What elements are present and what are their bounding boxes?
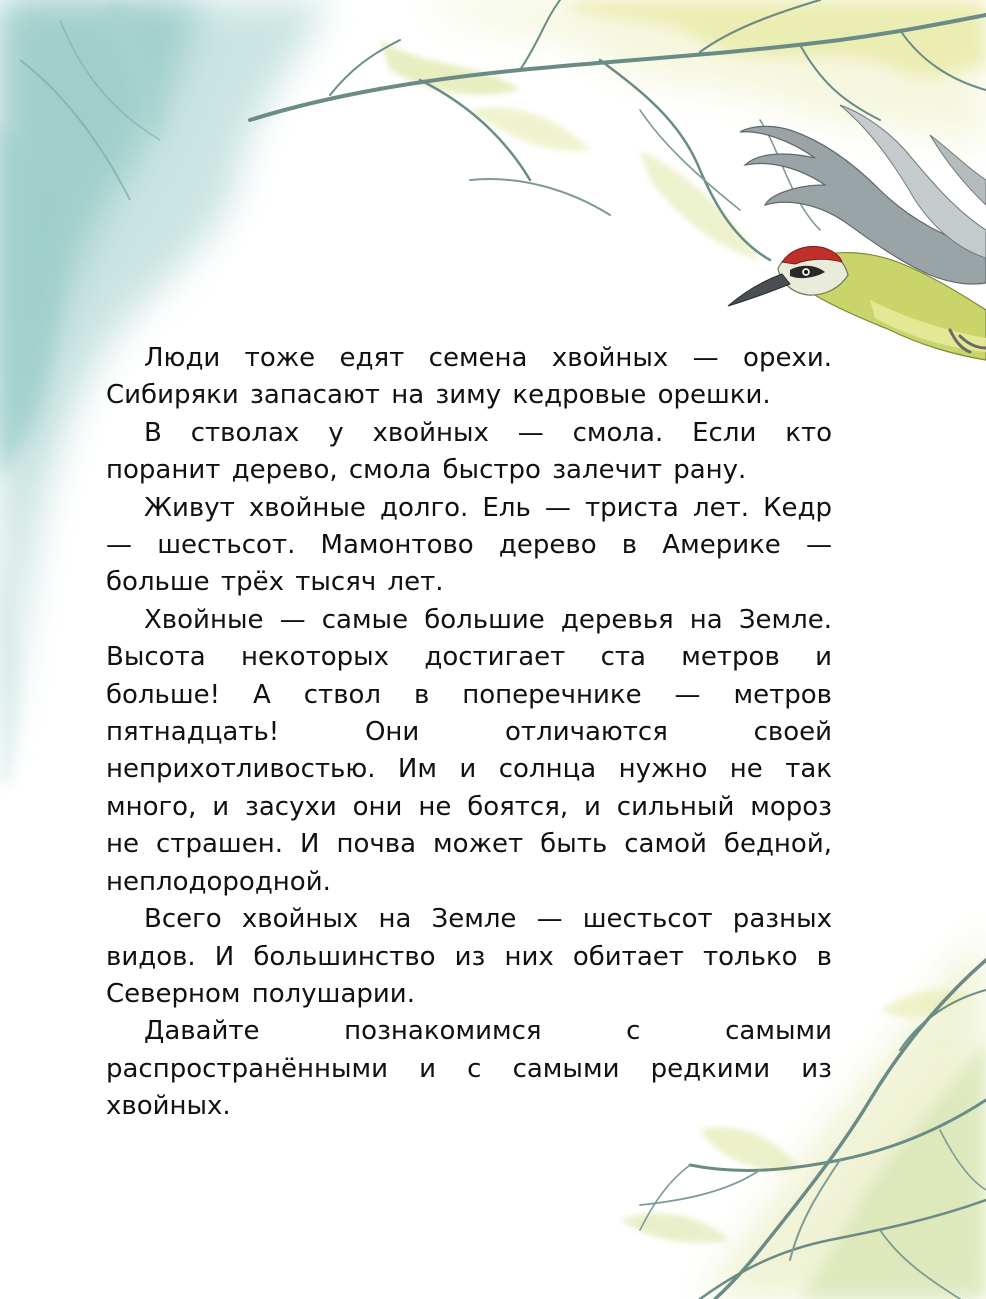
paragraph: В стволах у хвойных — смола. Если кто поранит дерево, смола быстро залечит рану. — [106, 417, 832, 486]
paragraph: Живут хвойные долго. Ель — триста лет. Кедр — шестьсот. Мамонтово дерево в Америке — больше трёх тысяч лет. — [106, 492, 832, 598]
woodpecker-illustration — [728, 105, 986, 360]
article-text — [106, 340, 832, 1126]
paragraph: Всего хвойных на Земле — шестьсот разных видов. И большинство из них обитает только в Северном полушарии. — [106, 904, 832, 1009]
paragraph: Люди тоже едят семена хвойных — орехи. Сибиряки запасают на зиму кедровые орешки. — [106, 343, 832, 411]
paragraph: Давайте познакомимся с самыми распространёнными и с самыми редкими из хвойных. — [106, 1016, 832, 1122]
paragraph: Хвойные — самые большие деревья на Земле. Высота некоторых достигает ста метров и больше! А ствол в поперечнике — метров пятнадцать! Они отличаются своей неприхотливостью. Им и солнца нужно не так много, и засухи они не боятся, и сильный мороз не страшен. И почва может быть самой бедной, неплодородной. — [106, 604, 832, 897]
